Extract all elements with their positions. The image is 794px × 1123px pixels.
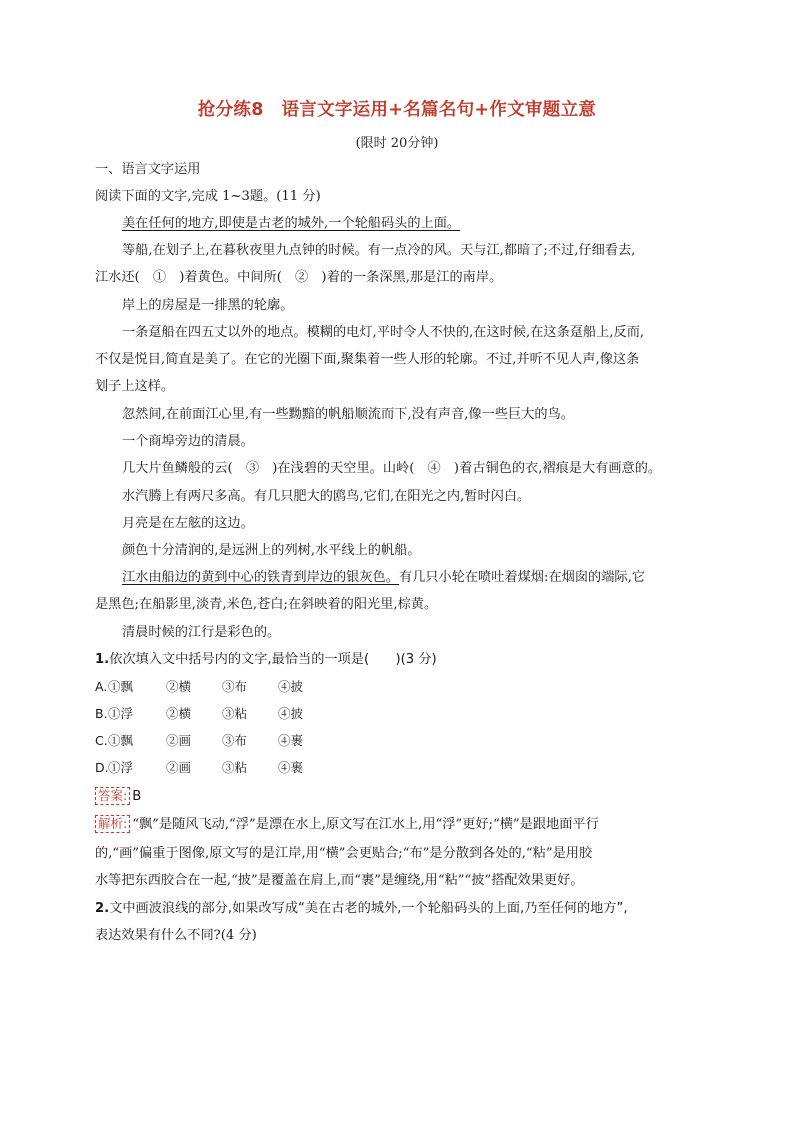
- answer-value: B: [132, 789, 142, 804]
- passage-p3: 岸上的房屋是一排黑的轮廓。: [122, 298, 294, 313]
- option-choice: ④裹: [278, 733, 304, 748]
- section-intro: 阅读下面的文字,完成 1~3题。(11 分): [95, 189, 321, 204]
- passage-p4-line1: 一条趸船在四五丈以外的地点。模糊的电灯,平时令人不快的,在这时候,在这条趸船上,反而,: [122, 325, 645, 340]
- option-choice: ①飘: [108, 679, 134, 694]
- passage-p12: 清晨时候的江行是彩色的。: [122, 625, 281, 640]
- passage-p11-line1: [122, 569, 645, 587]
- question2-stem-line2: 表达效果有什么不同?(4 分): [95, 928, 257, 943]
- option-label: C.: [95, 733, 108, 748]
- question2-stem-line1: [95, 900, 628, 918]
- analysis-text-1: “飘”是随风飞动,“浮”是漂在水上,原文写在江水上,用“浮”更好;“横”是跟地面平行: [132, 817, 599, 832]
- passage-p11-rest: 有几只小轮在喷吐着煤烟:在烟囱的端际,它: [398, 570, 645, 585]
- option-choice: ①浮: [108, 760, 134, 775]
- answer-tag: 答案:: [95, 787, 130, 805]
- time-limit: (限时 20分钟): [355, 136, 439, 151]
- question2-stem-1: 文中画波浪线的部分,如果改写成“美在古老的城外,一个轮船码头的上面,乃至任何的地方”,: [109, 901, 628, 916]
- option-choice: ④披: [278, 679, 304, 694]
- option-choice: ②画: [166, 760, 192, 775]
- passage-p5: 忽然间,在前面江心里,有一些黝黯的帆船顺流而下,没有声音,像一些巨大的鸟。: [122, 407, 574, 422]
- analysis-tag: 解析:: [95, 815, 130, 833]
- passage-p4-line2: 不仅是悦目,简直是美了。在它的光圈下面,聚集着一些人形的轮廓。不过,并听不见人声,像这条: [95, 352, 640, 367]
- question1-stem-line: [95, 651, 437, 669]
- page-title: 抢分练8 语言文字运用+名篇名句+作文审题立意: [197, 100, 597, 120]
- passage-p11-underlined: 江水由船边的黄到中心的铁青到岸边的银灰色。: [122, 570, 399, 585]
- passage-p10: 颜色十分清润的,是远洲上的列树,水平线上的帆船。: [122, 543, 421, 558]
- option-choice: ③布: [222, 679, 248, 694]
- passage-p8: 水汽腾上有两尺多高。有几只肥大的鸥鸟,它们,在阳光之内,暂时闪白。: [122, 489, 531, 504]
- answer-line: [95, 787, 141, 806]
- option-choice: ②横: [166, 706, 192, 721]
- option-choice: ④裹: [278, 760, 304, 775]
- analysis-line1: [95, 815, 599, 834]
- passage-p1-wavy: 美在任何的地方,即使是古老的城外,一个轮船码头的上面。: [122, 216, 461, 231]
- question1-number: 1.: [95, 652, 110, 667]
- option-label: A.: [95, 679, 108, 694]
- passage-p11-line2: 是黑色;在船影里,淡青,米色,苍白;在斜映着的阳光里,棕黄。: [95, 597, 438, 612]
- passage-p7: 几大片鱼鳞般的云( ③ )在浅碧的天空里。山岭( ④ )着古铜色的衣,褶痕是大有画意的。: [122, 461, 662, 476]
- passage-p2-line2: 江水还( ① )着黄色。中间所( ② )着的一条深黑,那是江的南岸。: [95, 270, 503, 285]
- section-heading: 一、语言文字运用: [95, 162, 201, 177]
- option-choice: ③布: [222, 733, 248, 748]
- question1-stem: 依次填入文中括号内的文字,最恰当的一项是( )(3 分): [109, 652, 437, 667]
- option-choice: ①飘: [108, 733, 134, 748]
- option-choice: ③粘: [222, 706, 248, 721]
- passage-p6: 一个商埠旁边的清晨。: [122, 434, 254, 449]
- question2-number: 2.: [95, 901, 110, 916]
- passage-p2-line1: 等船,在划子上,在暮秋夜里九点钟的时候。有一点冷的风。天与江,都暗了;不过,仔细看去,: [122, 243, 636, 258]
- option-label: B.: [95, 706, 108, 721]
- analysis-line3: 水等把东西胶合在一起,“披”是覆盖在肩上,而“裹”是缠绕,用“粘”“披”搭配效果更好。: [95, 873, 584, 888]
- option-choice: ④披: [278, 706, 304, 721]
- option-choice: ②横: [166, 679, 192, 694]
- passage-p9: 月亮是在左舷的这边。: [122, 516, 254, 531]
- analysis-line2: 的,“画”偏重于图像,原文写的是江岸,用“横”会更贴合;“布”是分散到各处的,“粘”是用胶: [95, 846, 593, 861]
- option-choice: ③粘: [222, 760, 248, 775]
- passage-p1-line: [122, 215, 460, 233]
- option-choice: ①浮: [108, 706, 134, 721]
- option-choice: ②画: [166, 733, 192, 748]
- passage-p4-line3: 划子上这样。: [95, 379, 175, 394]
- option-label: D.: [95, 760, 109, 775]
